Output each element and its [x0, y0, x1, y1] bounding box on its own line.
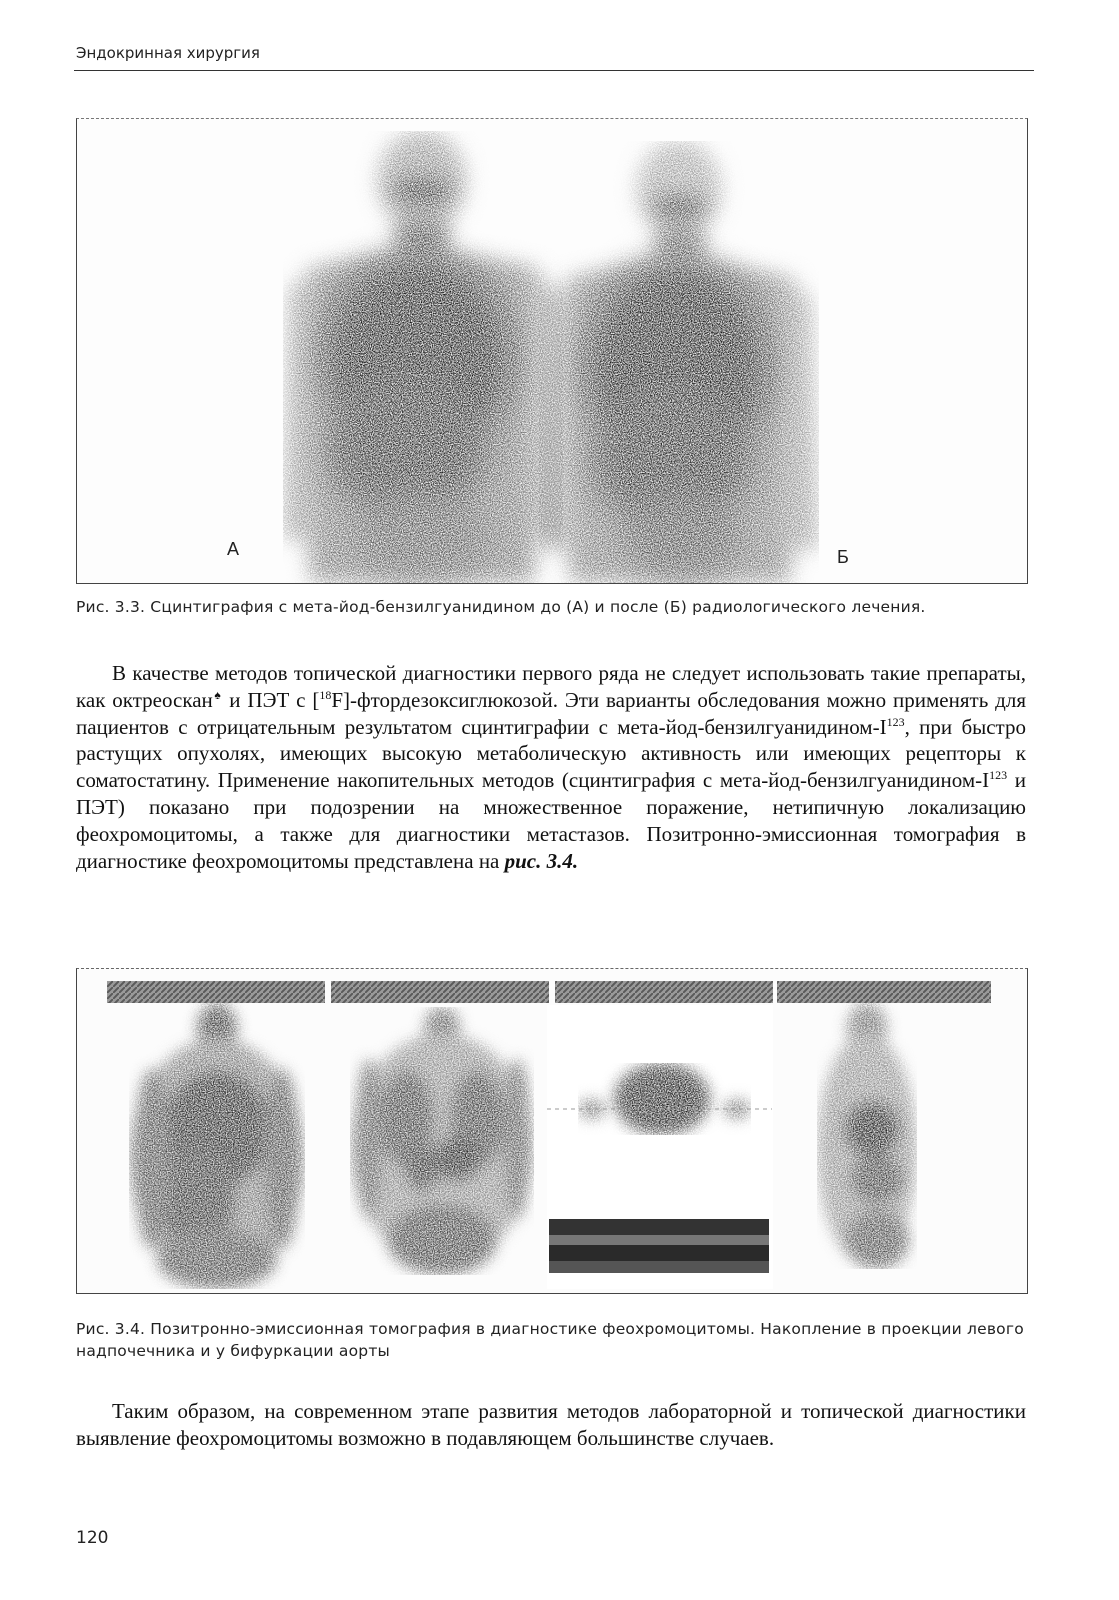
paragraph-1-part-1: В качестве методов топической диагностики первого ряда не следует использовать такие препараты, как октреоскан [76, 661, 1026, 712]
trademark-mark: ♠ [212, 687, 223, 702]
header-rule [74, 70, 1034, 71]
figure-3-4-caption: Рис. 3.4. Позитронно-эмиссионная томография в диагностике феохромоцитомы. Накопление в проекции левого надпочечника и у бифуркации аорты [76, 1320, 1024, 1360]
paragraph-conclusion [76, 1398, 1026, 1452]
panel-label-b: Б [837, 547, 849, 567]
isotope-18: 18 [319, 687, 332, 702]
scintigram-after [539, 141, 819, 583]
paragraph-2-text: Таким образом, на современном этапе развития методов лабораторной и топической диагностики выявление феохромоцитомы возможно в подавляющем большинстве случаев. [76, 1399, 1026, 1450]
page-number: 120 [76, 1528, 109, 1548]
pet-header-bars [107, 981, 991, 1003]
paragraph-1-end: . [572, 848, 579, 873]
isotope-123-a: 123 [886, 714, 905, 729]
isotope-123-b: 123 [989, 768, 1008, 783]
figure-3-3-caption: Рис. 3.3. Сцинтиграфия с мета-йод-бензилгуанидином до (А) и после (Б) радиологического лечения. [76, 598, 926, 616]
figure-pet [76, 968, 1028, 1294]
paragraph-topical-diagnosis [76, 660, 1026, 874]
paragraph-1-part-3: F]-фтордезоксиглюкозой. Эти варианты обследования можно применять для пациентов с отрицательным результатом сцинтиграфии с мета-йод-бензилгуанидином-I [76, 687, 1026, 739]
pet-images [77, 969, 1027, 1293]
paragraph-1-part-5: и ПЭТ) показано при подозрении на множественное поражение, нетипичную локализацию феохромоцитомы, а также для диагностики метастазов. Позитронно-эмиссионная томография в диагностике феохромоцитомы представлена на [76, 768, 1026, 873]
paragraph-1-part-2: и ПЭТ с [ [222, 687, 320, 712]
scintigraphy-images [77, 119, 1027, 583]
pet-panel-coronal-1 [129, 1003, 305, 1289]
pet-panel-coronal-2 [350, 1007, 534, 1275]
panel-label-a: А [227, 539, 240, 559]
scintigram-before [283, 131, 563, 583]
figure-scintigraphy [76, 118, 1028, 584]
running-header: Эндокринная хирургия [76, 44, 260, 62]
paragraph-1-part-4: , при быстро растущих опухолях, имеющих высокую метаболическую активность или имеющих рецепторы к соматостатину. Применение накопительных методов (сцинтиграфия с мета-йод-бензилгуанидином-I [76, 714, 1026, 793]
pet-panel-sagittal [817, 1003, 917, 1269]
pet-panel-axial [547, 1005, 773, 1289]
figure-reference: рис. 3.4 [504, 848, 573, 873]
